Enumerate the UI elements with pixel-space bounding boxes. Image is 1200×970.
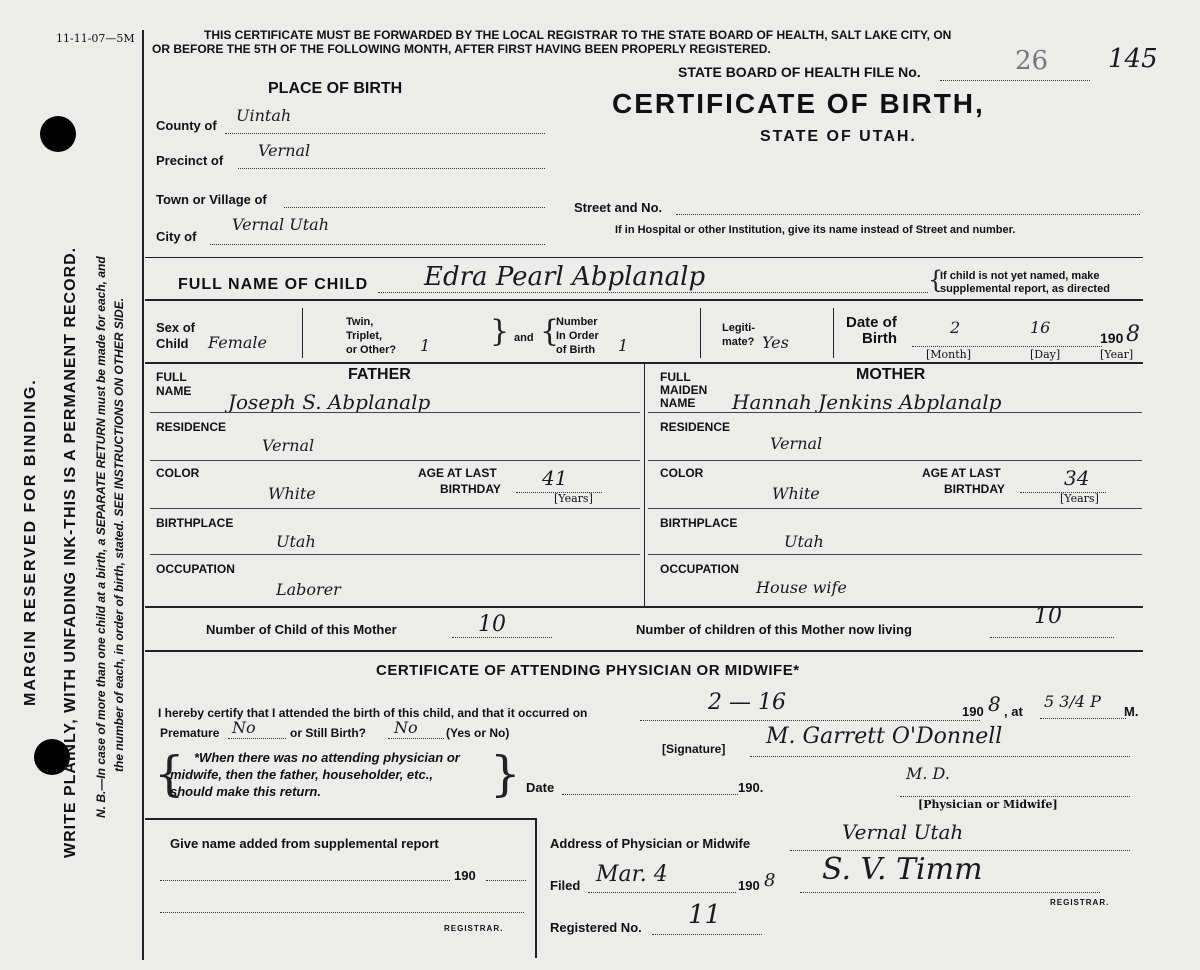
mother-age-label-2: BIRTHDAY [944, 482, 1005, 496]
file-label: STATE BOARD OF HEALTH FILE No. [678, 64, 921, 80]
filed-year-prefix: 190 [738, 878, 760, 893]
form-code: 11-11-07—5M [56, 32, 135, 45]
father-birthplace-label: BIRTHPLACE [156, 516, 234, 530]
supplemental-registrar: REGISTRAR. [444, 924, 504, 933]
mother-birthplace-value: Utah [784, 532, 824, 551]
month-label: [Month] [926, 348, 972, 361]
at-label: , at [1004, 704, 1023, 719]
rule-2 [145, 299, 1143, 301]
mother-occupation-value: House wife [756, 578, 847, 597]
child-number-label: Number of Child of this Mother [206, 622, 397, 637]
supplemental-sign-line [160, 912, 524, 913]
rule-4 [145, 606, 1143, 608]
premature-value: No [232, 718, 256, 737]
mother-color-value: White [772, 484, 820, 503]
mother-years-label: [Years] [1060, 492, 1099, 505]
father-residence-value: Vernal [262, 436, 315, 455]
county-label: County of [156, 118, 217, 133]
role-line [900, 796, 1130, 797]
supplemental-divider [535, 818, 537, 958]
supplemental-year-line [486, 880, 526, 881]
stillbirth-value: No [394, 718, 418, 737]
signature-suffix: M. D. [906, 764, 950, 783]
supplemental-top-rule [145, 818, 535, 820]
mother-occupation-label: OCCUPATION [660, 562, 739, 576]
order-label-1: Number [556, 316, 598, 328]
registrar-signature: S. V. Timm [822, 852, 983, 887]
registered-line [652, 934, 762, 935]
unnamed-note-2: supplemental report, as directed [940, 283, 1110, 295]
city-line [210, 244, 545, 245]
mother-name-label-3: NAME [660, 396, 696, 410]
date-line [562, 794, 738, 795]
mother-name-label-2: MAIDEN [660, 383, 708, 397]
father-name-value: Joseph S. Abplanalp [228, 390, 431, 414]
address-value: Vernal Utah [842, 820, 964, 844]
filed-date: Mar. 4 [596, 862, 668, 887]
file-number-stamp: 26 [1015, 46, 1049, 76]
place-heading: PLACE OF BIRTH [268, 80, 403, 97]
father-rule-2 [150, 460, 640, 461]
hospital-note: If in Hospital or other Institution, give its name instead of Street and number. [615, 224, 1016, 236]
sex-label-1: Sex of [156, 320, 196, 335]
supplemental-line [160, 880, 450, 881]
street-line [676, 214, 1140, 215]
date-label: Date [526, 780, 555, 795]
year-label: [Year] [1100, 348, 1134, 361]
occurred-date: 2 — 16 [708, 690, 786, 715]
mother-residence-label: RESIDENCE [660, 420, 731, 434]
margin-rule [142, 30, 144, 960]
legit-label-1: Legiti- [722, 322, 755, 334]
mother-residence-value: Vernal [770, 434, 823, 453]
yesno-label: (Yes or No) [446, 726, 510, 740]
physician-heading: CERTIFICATE OF ATTENDING PHYSICIAN OR MIDWIFE* [376, 662, 800, 679]
precinct-value: Vernal [258, 141, 311, 160]
father-name-label-2: NAME [156, 384, 192, 398]
parents-divider [644, 362, 645, 608]
child-number-value: 10 [478, 612, 506, 637]
father-rule-3 [150, 508, 640, 509]
supplemental-label: Give name added from supplemental report [170, 836, 439, 851]
filed-line [588, 892, 736, 893]
address-label: Address of Physician or Midwife [550, 836, 751, 851]
father-age-label-1: AGE AT LAST [418, 466, 497, 480]
stillbirth-label: or Still Birth? [290, 726, 366, 740]
order-value: 1 [618, 336, 629, 355]
nb-line-1: N. B.—In case of more than one child at a birth, a SEPARATE RETURN must be made for each, and [94, 256, 108, 818]
child-name-line [378, 292, 928, 293]
dob-day: 16 [1030, 318, 1051, 337]
note-line-2: midwife, then the father, householder, etc., [170, 767, 433, 782]
dob-year-prefix: 190 [1100, 330, 1124, 346]
father-rule-4 [150, 554, 640, 555]
precinct-line [238, 168, 545, 169]
m-label: M. [1124, 704, 1139, 719]
dob-divider [833, 308, 834, 358]
mother-color-label: COLOR [660, 466, 704, 480]
filed-year: 8 [764, 870, 776, 891]
mother-rule-4 [648, 554, 1142, 555]
town-label: Town or Village of [156, 192, 267, 207]
occurred-year-prefix: 190 [962, 704, 984, 719]
address-line [790, 850, 1130, 851]
filed-label: Filed [550, 878, 581, 893]
premature-label: Premature [160, 726, 220, 740]
twin-value: 1 [420, 336, 431, 355]
twin-label-2: Triplet, [346, 330, 383, 342]
child-name-label: FULL NAME OF CHILD [178, 276, 369, 293]
father-name-label-1: FULL [156, 370, 187, 384]
town-line [284, 207, 545, 208]
time-line [1040, 718, 1126, 719]
binding-hole-top [40, 116, 76, 152]
living-value: 10 [1034, 604, 1062, 629]
signature-label: [Signature] [662, 742, 726, 756]
file-number-handwritten: 145 [1108, 44, 1158, 74]
order-label-3: of Birth [556, 344, 596, 356]
mother-heading: MOTHER [856, 366, 926, 383]
signature-line [750, 756, 1130, 757]
city-label: City of [156, 229, 197, 244]
dob-line [912, 346, 1102, 347]
unnamed-note-1: If child is not yet named, make [940, 270, 1100, 282]
brace-order: { [540, 314, 560, 349]
order-label-2: In Order [556, 330, 599, 342]
certify-text: I hereby certify that I attended the birth of this child, and that it occurred on [158, 706, 588, 720]
physician-signature: M. Garrett O'Donnell [766, 724, 1003, 749]
ink-warning: WRITE PLAINLY, WITH UNFADING INK-THIS IS A PERMANENT RECORD. [62, 246, 79, 858]
mother-birthplace-label: BIRTHPLACE [660, 516, 738, 530]
date-year: 190. [738, 780, 764, 795]
father-age-label-2: BIRTHDAY [440, 482, 501, 496]
legit-divider [700, 308, 701, 358]
binding-text: MARGIN RESERVED FOR BINDING. [22, 378, 39, 706]
occurred-line [640, 720, 980, 721]
mother-name-value: Hannah Jenkins Abplanalp [732, 390, 1002, 414]
brace-twin: } [490, 314, 510, 349]
dob-label-1: Date of [846, 314, 897, 331]
mother-rule-1 [648, 412, 1142, 413]
sex-divider [302, 308, 303, 358]
filing-registrar-label: REGISTRAR. [1050, 898, 1110, 907]
notice-line-1: THIS CERTIFICATE MUST BE FORWARDED BY THE LOCAL REGISTRAR TO THE STATE BOARD OF HEALTH, SALT LAKE CITY, ON [204, 28, 952, 42]
mother-age-value: 34 [1064, 466, 1090, 490]
registrar-line [800, 892, 1100, 893]
twin-label-3: or Other? [346, 344, 397, 356]
sex-label-2: Child [156, 336, 189, 351]
father-color-value: White [268, 484, 316, 503]
county-value: Uintah [236, 106, 292, 125]
occurred-time: 5 3/4 P [1044, 692, 1101, 711]
legit-value: Yes [762, 333, 789, 352]
registered-number: 11 [688, 900, 722, 930]
supplemental-year: 190 [454, 868, 476, 883]
child-number-line [452, 637, 552, 638]
living-label: Number of children of this Mother now living [636, 622, 912, 637]
role-label: [Physician or Midwife] [918, 798, 1058, 811]
father-heading: FATHER [348, 366, 411, 383]
registered-label: Registered No. [550, 920, 642, 935]
mother-rule-2 [648, 460, 1142, 461]
father-birthplace-value: Utah [276, 532, 316, 551]
premature-line [228, 738, 286, 739]
notice-line-2: OR BEFORE THE 5TH OF THE FOLLOWING MONTH, AFTER FIRST HAVING BEEN PROPERLY REGISTERED. [152, 42, 771, 56]
brace-unnamed: { [928, 266, 944, 294]
father-years-label: [Years] [554, 492, 593, 505]
state-subtitle: STATE OF UTAH. [760, 128, 917, 145]
occurred-year: 8 [988, 692, 1001, 716]
precinct-label: Precinct of [156, 153, 224, 168]
legit-label-2: mate? [722, 336, 755, 348]
father-color-label: COLOR [156, 466, 200, 480]
dob-label-2: Birth [862, 330, 897, 347]
father-occupation-value: Laborer [276, 580, 341, 599]
stillbirth-line [388, 738, 444, 739]
mother-rule-3 [648, 508, 1142, 509]
note-line-1: *When there was no attending physician or [194, 750, 460, 765]
child-name-value: Edra Pearl Abplanalp [424, 262, 706, 292]
rule-1 [145, 257, 1143, 258]
father-age-value: 41 [542, 466, 568, 490]
certificate-title: CERTIFICATE OF BIRTH, [612, 88, 985, 119]
mother-age-label-1: AGE AT LAST [922, 466, 1001, 480]
city-value: Vernal Utah [232, 215, 330, 234]
note-line-3: should make this return. [170, 784, 321, 799]
dob-month: 2 [950, 318, 961, 337]
day-label: [Day] [1030, 348, 1061, 361]
father-rule-1 [150, 412, 640, 413]
county-line [225, 133, 545, 134]
father-occupation-label: OCCUPATION [156, 562, 235, 576]
dob-year: 8 [1126, 322, 1140, 347]
and-label: and [514, 332, 534, 344]
street-label: Street and No. [574, 200, 663, 215]
father-residence-label: RESIDENCE [156, 420, 227, 434]
twin-label-1: Twin, [346, 316, 374, 328]
living-line [990, 637, 1114, 638]
brace-note-left: { [154, 746, 185, 802]
brace-note-right: } [490, 746, 521, 802]
file-line [940, 80, 1090, 81]
mother-name-label-1: FULL [660, 370, 691, 384]
rule-5 [145, 650, 1143, 652]
sex-value: Female [208, 333, 267, 352]
nb-line-2: the number of each, in order of birth, stated. SEE INSTRUCTIONS ON OTHER SIDE. [112, 297, 126, 772]
